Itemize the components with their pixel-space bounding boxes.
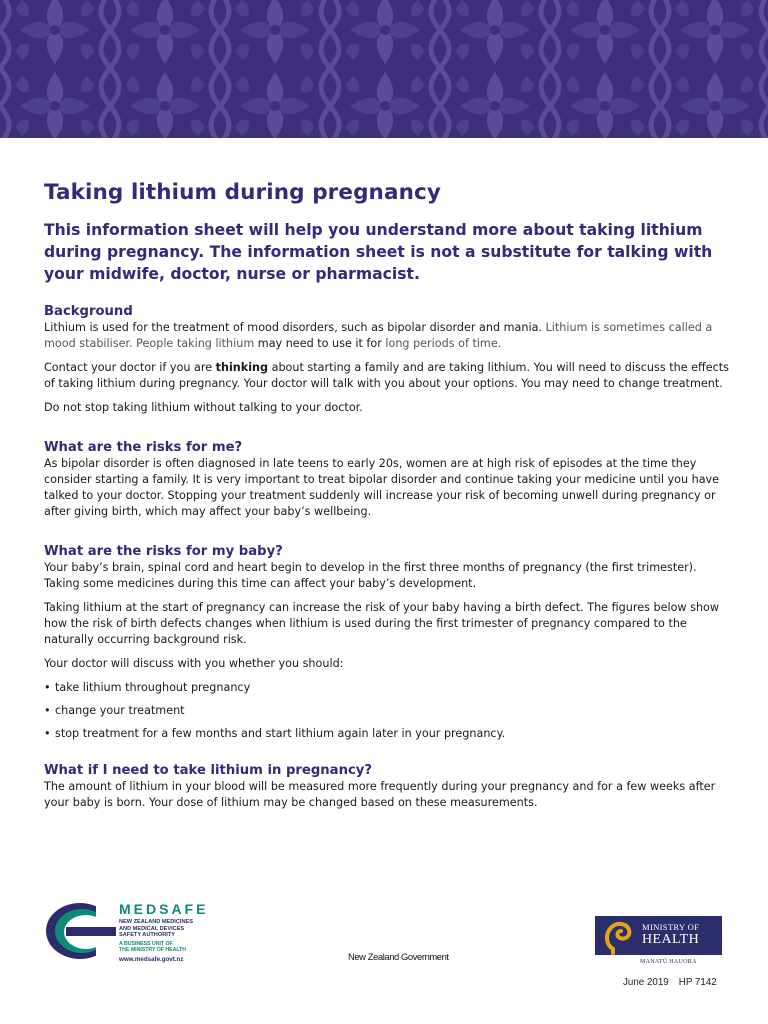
section-heading: What if I need to take lithium in pregnancy? bbox=[44, 763, 373, 778]
text-run: Lithium is used for the treatment of mood disorders, such as bipolar disorder and mania. bbox=[44, 321, 546, 334]
text-run-grey: long periods of time. bbox=[385, 337, 502, 350]
medsafe-line: AND MEDICAL DEVICES bbox=[119, 925, 185, 932]
text-run: about starting a family and are taking lithium. You will need to discuss the effects of taking lithium during pregnancy. Your doctor will talk with you about your options. You may need to change treatment. bbox=[44, 361, 729, 390]
koru-icon bbox=[599, 916, 639, 955]
paragraph: Your baby’s brain, spinal cord and heart begin to develop in the first three months of pregnancy (the first trimester). Taking some medicines during this time can affect your baby’s development. bbox=[44, 561, 697, 590]
list-item: • stop treatment for a few months and start lithium again later in your pregnancy. bbox=[44, 726, 734, 742]
header-banner bbox=[0, 0, 768, 138]
ministry-of-health-logo bbox=[595, 916, 722, 955]
bullet-list bbox=[44, 680, 734, 742]
list-item: • take lithium throughout pregnancy bbox=[44, 680, 734, 696]
kowhaiwhai-pattern-icon bbox=[0, 0, 768, 138]
medsafe-logo-icon bbox=[44, 901, 116, 961]
paragraph: Taking lithium at the start of pregnancy can increase the risk of your baby having a birth defect. The figures below show how the risk of birth defects changes when lithium is used during the first trimester of pregnancy compared to the naturally occurring background risk. bbox=[44, 601, 720, 646]
section-background bbox=[44, 304, 734, 416]
medsafe-line: A BUSINESS UNIT OF bbox=[119, 941, 173, 947]
paragraph bbox=[44, 360, 734, 392]
text-run: Contact your doctor if you are bbox=[44, 361, 216, 374]
page-title: Taking lithium during pregnancy bbox=[44, 180, 441, 205]
publication-date: June 2019 bbox=[623, 977, 669, 988]
section-risks-me bbox=[44, 440, 734, 520]
medsafe-business-unit bbox=[119, 941, 229, 953]
bold-text: thinking bbox=[215, 361, 269, 374]
nz-government-logo: New Zealand Government bbox=[348, 951, 449, 962]
section-need-lithium bbox=[44, 763, 734, 811]
publication-code: HP 7142 bbox=[678, 977, 717, 988]
medsafe-line: SAFETY AUTHORITY bbox=[119, 932, 175, 939]
moh-line1: MINISTRY OF bbox=[642, 922, 700, 932]
moh-line2: HEALTH bbox=[642, 932, 700, 947]
text-run-grey: Lithium is sometimes called a mood stabiliser. People taking lithium bbox=[44, 321, 713, 350]
section-heading: Background bbox=[44, 304, 133, 319]
medsafe-line: NEW ZEALAND MEDICINES bbox=[119, 919, 193, 925]
medsafe-description bbox=[119, 919, 229, 939]
paragraph: Your doctor will discuss with you whether you should: bbox=[44, 657, 344, 670]
medsafe-line: THE MINISTRY OF HEALTH bbox=[119, 947, 187, 954]
footer bbox=[0, 895, 768, 1024]
article bbox=[44, 180, 734, 811]
text-run: may need to use it for bbox=[254, 337, 386, 350]
moh-maori-name: MANATŪ HAUORA bbox=[640, 959, 697, 965]
paragraph: As bipolar disorder is often diagnosed in late teens to early 20s, women are at high risk of episodes at the time they consider starting a family. It is very important to treat bipolar disorder and continue taking your medicine until you have talked to your doctor. Stopping your treatment suddenly will increase your risk of becoming unwell during pregnancy or after giving birth, which may affect your baby’s wellbeing. bbox=[44, 457, 720, 518]
section-heading: What are the risks for me? bbox=[44, 440, 243, 455]
section-risks-baby bbox=[44, 544, 734, 742]
list-item: • change your treatment bbox=[44, 703, 734, 719]
paragraph: Do not stop taking lithium without talking to your doctor. bbox=[44, 401, 363, 414]
section-heading: What are the risks for my baby? bbox=[44, 544, 283, 559]
intro-text: This information sheet will help you understand more about taking lithium during pregnancy. The information sheet is not a substitute for talking with your midwife, doctor, nurse or pharmacist. bbox=[44, 221, 713, 283]
paragraph bbox=[44, 320, 734, 352]
medsafe-name: MEDSAFE bbox=[119, 901, 209, 917]
publication-info bbox=[623, 977, 717, 988]
medsafe-url: www.medsafe.govt.nz bbox=[119, 956, 184, 963]
paragraph: The amount of lithium in your blood will be measured more frequently during your pregnancy and for a few weeks after your baby is born. Your dose of lithium may be changed based on these measurements. bbox=[44, 780, 716, 809]
